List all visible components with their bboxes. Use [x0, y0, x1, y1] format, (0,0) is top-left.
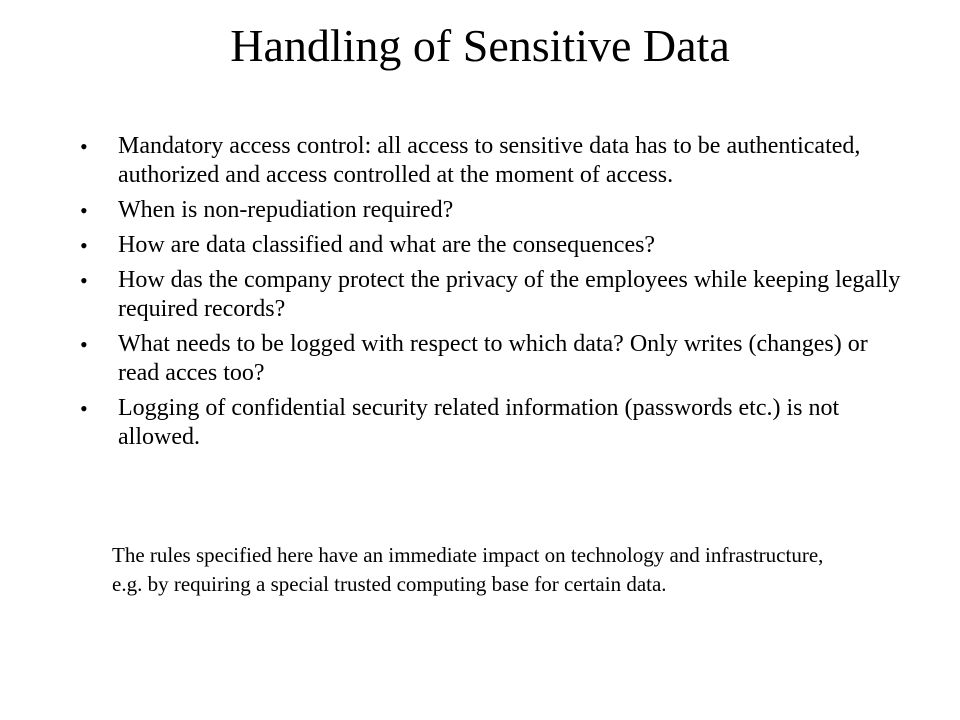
bullet-text: What needs to be logged with respect to which data? Only writes (changes) or read acces too? [118, 331, 868, 386]
bullet-item [76, 394, 906, 452]
bullet-text: Logging of confidential security related information (passwords etc.) is not allowed. [118, 395, 840, 450]
bullet-item [76, 196, 906, 225]
bullet-icon: • [80, 233, 88, 258]
slide-title: Handling of Sensitive Data [230, 20, 730, 71]
bullet-item [76, 132, 906, 190]
bullet-item [76, 266, 906, 324]
slide-note: The rules specified here have an immediate impact on technology and infrastructure, e.g. by requiring a special trusted computing base for certain data. [112, 543, 824, 596]
bullet-text: How das the company protect the privacy of the employees while keeping legally required records? [118, 267, 901, 322]
bullet-text: When is non-repudiation required? [118, 197, 454, 223]
bullet-icon: • [80, 268, 88, 293]
bullet-item [76, 231, 906, 260]
bullet-list [76, 132, 906, 458]
bullet-icon: • [80, 198, 88, 223]
bullet-icon: • [80, 134, 88, 159]
bullet-text: Mandatory access control: all access to sensitive data has to be authenticated, authorized and access controlled at the moment of access. [118, 133, 861, 188]
bullet-icon: • [80, 332, 88, 357]
bullet-text: How are data classified and what are the consequences? [118, 232, 656, 258]
bullet-item [76, 330, 906, 388]
bullet-icon: • [80, 396, 88, 421]
